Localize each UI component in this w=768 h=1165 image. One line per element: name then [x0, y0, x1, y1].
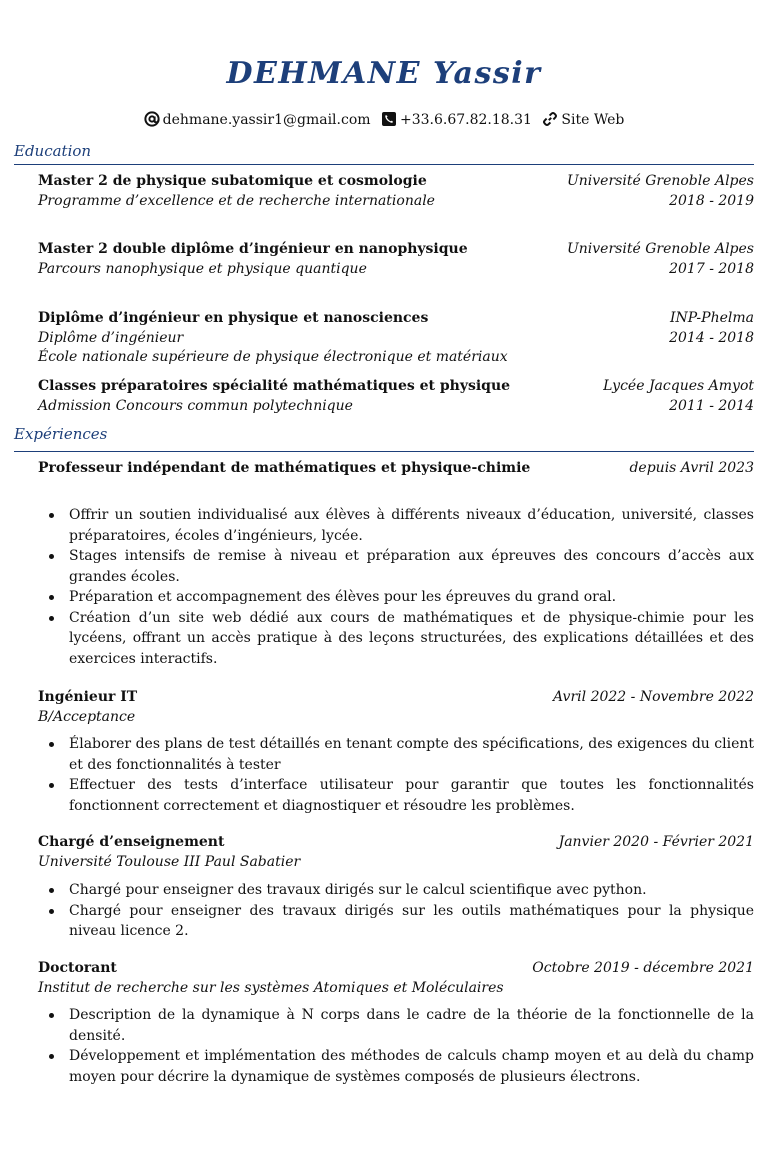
bullet-item: Stages intensifs de remise à niveau et préparation aux épreuves des concours d’accès aux grandes écoles.	[38, 546, 754, 587]
degree-detail: Diplôme d’ingénieur	[38, 330, 184, 346]
phone-icon	[381, 111, 397, 127]
degree-detail: Admission Concours commun polytechnique	[38, 398, 353, 414]
degree-title: Master 2 double diplôme d’ingénieur en nanophysique	[38, 241, 468, 257]
degree-dates: 2014 - 2018	[669, 330, 754, 346]
school-name: Université Grenoble Alpes	[566, 173, 754, 189]
email-link[interactable]: dehmane.yassir1@gmail.com	[162, 112, 371, 128]
job-dates: depuis Avril 2023	[629, 460, 754, 476]
job-bullets	[38, 880, 754, 942]
bullet-item: Développement et implémentation des méthodes de calculs champ moyen et au delà du champ moyen pour décrire la dynamique de systèmes composés de plusieurs électrons.	[38, 1046, 754, 1087]
job-role: Chargé d’enseignement	[38, 834, 225, 850]
degree-detail: Parcours nanophysique et physique quantique	[38, 261, 367, 277]
at-icon	[144, 111, 160, 127]
job-dates: Janvier 2020 - Février 2021	[558, 834, 754, 850]
degree-dates: 2011 - 2014	[669, 398, 754, 414]
job-bullets	[38, 1005, 754, 1087]
bullet-item: Création d’un site web dédié aux cours de mathématiques et de physique-chimie pour les lycéens, offrant un accès pratique à des leçons structurées, des explications détaillées et des exercices interactifs.	[38, 608, 754, 670]
job-org: Institut de recherche sur les systèmes Atomiques et Moléculaires	[38, 980, 504, 996]
bullet-item: Description de la dynamique à N corps dans le cadre de la théorie de la fonctionnelle de la densité.	[38, 1005, 754, 1046]
bullet-item: Préparation et accompagnement des élèves pour les épreuves du grand oral.	[38, 587, 754, 608]
section-title-education: Education	[14, 142, 92, 160]
degree-title: Classes préparatoires spécialité mathématiques et physique	[38, 378, 511, 394]
bullet-item: Chargé pour enseigner des travaux dirigés sur les outils mathématiques pour la physique niveau licence 2.	[38, 901, 754, 942]
school-name: Lycée Jacques Amyot	[603, 378, 754, 394]
section-title-experiences: Expériences	[14, 425, 108, 443]
job-bullets	[38, 505, 754, 669]
degree-detail: Programme d’excellence et de recherche internationale	[38, 193, 435, 209]
degree-dates: 2017 - 2018	[669, 261, 754, 277]
bullet-item: Élaborer des plans de test détaillés en tenant compte des spécifications, des exigences du client et des fonctionnalités à tester	[38, 734, 754, 775]
link-icon	[542, 111, 558, 127]
job-role: Doctorant	[38, 960, 117, 976]
section-rule	[14, 164, 754, 165]
bullet-item: Effectuer des tests d’interface utilisateur pour garantir que toutes les fonctionnalités fonctionnent correctement et diagnostiquer et résoudre les problèmes.	[38, 775, 754, 816]
bullet-item: Offrir un soutien individualisé aux élèves à différents niveaux d’éducation, université, classes préparatoires, écoles d’ingénieurs, lycée.	[38, 505, 754, 546]
degree-detail: École nationale supérieure de physique électronique et matériaux	[38, 349, 508, 365]
degree-dates: 2018 - 2019	[669, 193, 754, 209]
phone-number[interactable]: +33.6.67.82.18.31	[399, 112, 532, 128]
degree-title: Diplôme d’ingénieur en physique et nanosciences	[38, 310, 429, 326]
job-dates: Octobre 2019 - décembre 2021	[532, 960, 754, 976]
contact-line	[0, 111, 768, 129]
website-link[interactable]: Site Web	[561, 112, 625, 128]
degree-title: Master 2 de physique subatomique et cosmologie	[38, 173, 427, 189]
job-org: B/Acceptance	[38, 709, 136, 725]
section-rule	[14, 451, 754, 452]
school-name: Université Grenoble Alpes	[566, 241, 754, 257]
resume-name: DEHMANE Yassir	[226, 56, 542, 91]
job-role: Professeur indépendant de mathématiques et physique-chimie	[38, 460, 531, 476]
job-dates: Avril 2022 - Novembre 2022	[553, 689, 754, 705]
school-name: INP-Phelma	[670, 310, 754, 326]
job-bullets	[38, 734, 754, 816]
job-role: Ingénieur IT	[38, 689, 138, 705]
bullet-item: Chargé pour enseigner des travaux dirigés sur le calcul scientifique avec python.	[38, 880, 754, 901]
job-org: Université Toulouse III Paul Sabatier	[38, 854, 301, 870]
